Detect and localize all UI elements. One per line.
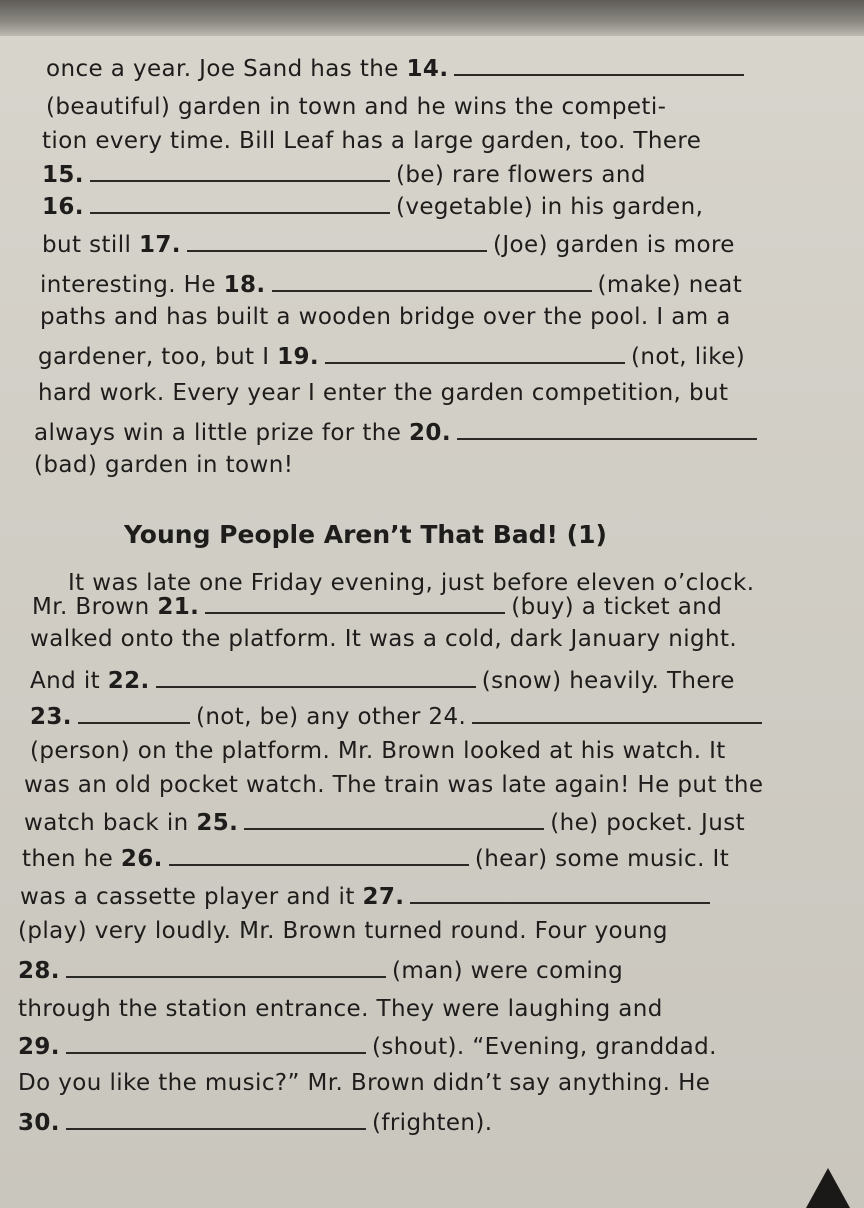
- text-segment: interesting. He: [40, 272, 224, 298]
- text-segment: (person) on the platform. Mr. Brown looked at his watch. It: [30, 738, 726, 764]
- question-number: 14.: [406, 56, 449, 82]
- question-number: 28.: [18, 958, 60, 984]
- part2-line: [18, 1106, 492, 1138]
- answer-blank[interactable]: [169, 842, 469, 866]
- part2-line: [18, 1068, 710, 1098]
- text-segment: (bad) garden in town!: [34, 452, 294, 478]
- text-segment: (not, be) any other 24.: [195, 704, 467, 730]
- answer-blank[interactable]: [66, 1106, 366, 1130]
- text-segment: (shout). “Evening, granddad.: [371, 1034, 717, 1060]
- text-segment: (play) very loudly. Mr. Brown turned round. Four young: [18, 918, 668, 944]
- answer-blank[interactable]: [90, 190, 390, 214]
- answer-blank[interactable]: [272, 268, 592, 292]
- part1-line: [38, 340, 745, 372]
- text-segment: tion every time. Bill Leaf has a large garden, too. There: [42, 128, 702, 154]
- part2-line: [32, 590, 722, 622]
- part1-line: [42, 126, 701, 156]
- text-segment: (hear) some music. It: [474, 846, 730, 872]
- text-segment: And it: [30, 668, 108, 694]
- text-segment: hard work. Every year I enter the garden competition, but: [38, 380, 729, 406]
- answer-blank[interactable]: [325, 340, 625, 364]
- question-number: 18.: [223, 272, 266, 298]
- question-number: 22.: [107, 668, 150, 694]
- question-number: 25.: [196, 810, 239, 836]
- section-title: Young People Aren’t That Bad! (1): [124, 520, 607, 549]
- question-number: 29.: [18, 1034, 60, 1060]
- text-segment: gardener, too, but I: [38, 344, 278, 370]
- part1-line: [42, 158, 646, 190]
- answer-blank[interactable]: [78, 700, 190, 724]
- part1-line: [46, 52, 750, 84]
- part2-line: [30, 664, 735, 696]
- text-segment: (man) were coming: [391, 958, 624, 984]
- part2-line: [30, 736, 726, 766]
- text-segment: (frighten).: [371, 1110, 493, 1136]
- text-segment: (vegetable) in his garden,: [395, 194, 704, 220]
- text-segment: (he) pocket. Just: [550, 810, 746, 836]
- text-segment: walked onto the platform. It was a cold, dark January night.: [30, 626, 738, 652]
- text-segment: once a year. Joe Sand has the: [46, 56, 407, 82]
- text-segment: (buy) a ticket and: [511, 594, 723, 620]
- answer-blank[interactable]: [156, 664, 476, 688]
- answer-blank[interactable]: [205, 590, 505, 614]
- text-segment: Do you like the music?” Mr. Brown didn’t say anything. He: [18, 1070, 711, 1096]
- answer-blank[interactable]: [410, 880, 710, 904]
- part1-line: [42, 228, 735, 260]
- text-segment: (make) neat: [597, 272, 743, 298]
- page-corner-mark: [806, 1168, 850, 1208]
- answer-blank[interactable]: [244, 806, 544, 830]
- text-segment: was an old pocket watch. The train was late again! He put the: [24, 772, 764, 798]
- question-number: 16.: [42, 194, 84, 220]
- text-segment: always win a little prize for the: [34, 420, 410, 446]
- text-segment: (not, like): [631, 344, 746, 370]
- answer-blank[interactable]: [187, 228, 487, 252]
- part2-line: [20, 880, 716, 912]
- part2-line: [24, 806, 745, 838]
- part1-line: [34, 416, 763, 448]
- text-segment: through the station entrance. They were laughing and: [18, 996, 663, 1022]
- part2-line: [18, 1030, 717, 1062]
- text-segment: Mr. Brown: [32, 594, 158, 620]
- page-top-edge: [0, 0, 864, 36]
- answer-blank[interactable]: [472, 700, 762, 724]
- text-segment: paths and has built a wooden bridge over the pool. I am a: [40, 304, 731, 330]
- text-segment: then he: [22, 846, 121, 872]
- text-segment: (Joe) garden is more: [492, 232, 735, 258]
- text-segment: (beautiful) garden in town and he wins the competi-: [46, 94, 667, 120]
- question-number: 30.: [18, 1110, 60, 1136]
- question-number: 17.: [139, 232, 181, 258]
- part2-line: [30, 624, 737, 654]
- text-segment: was a cassette player and it: [20, 884, 363, 910]
- part1-line: [46, 92, 666, 122]
- part1-line: [42, 190, 703, 222]
- part2-line: [30, 700, 768, 732]
- part1-line: [34, 450, 293, 480]
- part2-line: [18, 916, 668, 946]
- part2-line: [18, 994, 663, 1024]
- answer-blank[interactable]: [457, 416, 757, 440]
- text-segment: It was late one Friday evening, just before eleven o’clock.: [68, 570, 755, 596]
- answer-blank[interactable]: [66, 954, 386, 978]
- text-segment: but still: [42, 232, 139, 258]
- text-segment: (snow) heavily. There: [481, 668, 735, 694]
- text-segment: (be) rare flowers and: [395, 162, 646, 188]
- part2-line: [24, 770, 763, 800]
- part1-line: [40, 302, 731, 332]
- question-number: 21.: [157, 594, 200, 620]
- answer-blank[interactable]: [66, 1030, 366, 1054]
- text-segment: watch back in: [24, 810, 197, 836]
- part1-line: [40, 268, 742, 300]
- part2-line: [18, 954, 623, 986]
- answer-blank[interactable]: [454, 52, 744, 76]
- question-number: 26.: [120, 846, 163, 872]
- part1-line: [38, 378, 728, 408]
- part2-line: [22, 842, 729, 874]
- question-number: 15.: [42, 162, 84, 188]
- question-number: 27.: [362, 884, 405, 910]
- question-number: 23.: [30, 704, 72, 730]
- answer-blank[interactable]: [90, 158, 390, 182]
- question-number: 20.: [409, 420, 451, 446]
- question-number: 19.: [277, 344, 320, 370]
